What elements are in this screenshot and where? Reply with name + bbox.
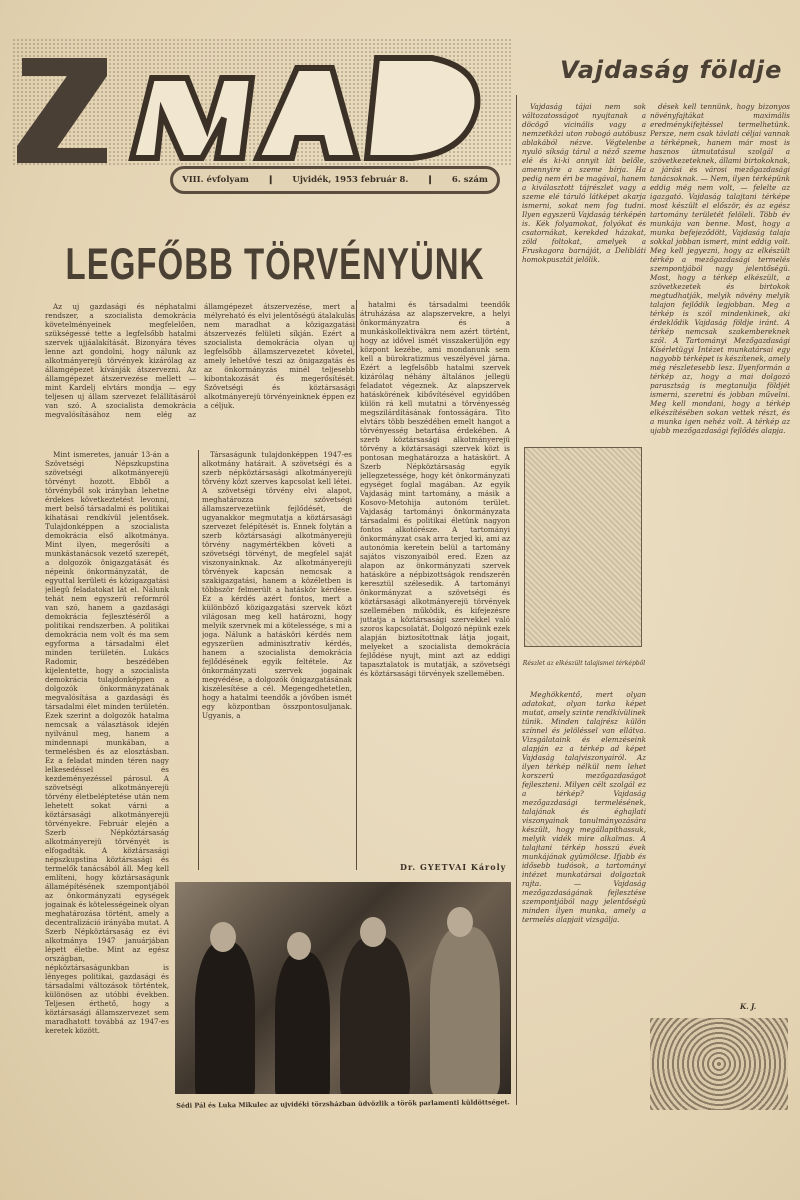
column-rule [516, 95, 517, 1105]
side-column-1 [522, 102, 646, 435]
news-photo [175, 882, 511, 1094]
photo-caption: Sédi Pál és Luka Mikulec az ujvidéki törzsházban üdvözlik a török parlamenti küldöttséget. [176, 1098, 510, 1110]
dateline-separator: ❙ [267, 175, 275, 185]
dateline-separator: ❙ [426, 175, 434, 185]
column-rule [198, 450, 199, 870]
paragraph: Mint ismeretes, január 13-án a Szövetségi Népszkupstina szövetségi alkotmányerejü törvényt hozott. Ebből a törvényből sok irányban lehetne érdekes következtetést levonni, mert belső társadalmi és politikai kihatásai rendkívül jelentősek. Tulajdonképpen a szocialista demokrácia első alkotmánya. Mint ilyen, megerősíti a munkástanácsok vezető szerepét, a dolgozók önigazgatását és népeink önkormányzatát, de egyuttal kerületi és közigazgatási jellegü feladatokat lát el. Nálunk tehát nem egyszerü reformról van szó, hanem a gazdasági demokrácia fejlesztéséről a politikai rendszerben. A politikai demokrácia nem volt és ma sem egyforma a társadalmi élet minden területén. Lukács Radomir, beszédében kijelentette, hogy a szocialista demokrácia tulajdonképpen a dolgozók önkormányzatának megvalósítása a gazdasági és társadalmi élet minden területén. Ezek szerint a dolgozók hatalma nemcsak a választások idején nyilvánul meg, hanem a mindennapi munkában, a termelésben és az elosztásban. Ez a feladat minden téren nagy lelkesedéssel és kezdeményezéssel párosul. A szövetségi alkotmányerejü törvény életbeléptetése után nem lehetett sokat várni a köztársasági alkotmányerejü törvényekre. Február elején a Szerb Népköztársaság alkotmányerejü törvényét is elfogadták. A köztársasági népszkupstina köztársasági és termelők tanácsából áll. Meg kell említeni, hogy köztársaságunk államépítésének szempontjából az önkormányzati egységek jogainak és kötelességeinek olyan meghatározása történt, amely a decentralizáció irányába mutat. A Szerb Népköztársaság ez évi alkotmánya 1947 januárjában lépett életbe. Mint az egész országban, népköztársaságunkban is lényeges politikai, gazdasági és társadalmi változások történtek, különösen az utóbbi években. Teljesen érthető, hogy a köztársasági államszervezet sem maradhatott továbbá az 1947-es keretek között. [45, 450, 169, 1035]
paragraph: dések kell tennünk, hogy bizonyos növényfajtákat maximális eredménykifejtéssel termelhetünk. Persze, nem csak távlati céljai vannak a térképnek, hanem már most is hasznos útmutatásul szolgál a szövetkezeteknek, állami birtokoknak, a járási és városi mezőgazdasági tanácsoknak. — Nem, ilyen térképünk eddig még nem volt, — felelte az igazgató. Vajdaság talajtani térképe most készült el először, és az egész tartomány területét felöleli. Több év munkája van benne. Most, hogy a munka befejeződött, Vajdaság talaja sokkal jobban ismert, mint eddig volt. Meg kell jegyezni, hogy az elkészült térkép a mezőgazdasági termelés szempontjából nagy jelentőségü. Most, hogy a térkép elkészült, a szövetkezetek és birtokok megtudhatják, melyik növény melyik talajon fejlődik legjobban. Meg a térkép is szól mindenkinek, aki érdeklődik Vajdaság földje iránt. A térkép nemcsak szakembereknek szól. A Tartományi Mezőgazdasági Kísérletügyi Intézet munkatársai egy nagyobb térképet is készítenek, amely még részletesebb lesz. Ilyenformán a térkép az, hogy a mai dolgozó parasztság is megtanulja földjét ismerni, szeretni és jobban művelni. Meg kell mondani, hogy a térkép elkészítésében sokan vettek részt, és a munka igen nehéz volt. A térkép az ujabb mezőgazdasági fejlődés alapja. [650, 102, 790, 435]
author-signature: Dr. GYETVAI Károly [400, 862, 507, 872]
paragraph: Meghökkentő, mert olyan adatokat, olyan tarka képet mutat, amely szinte rendkívülinek tünik. Minden talajrész külön színnel és jelöléssel van ellátva. Vizsgálataink és elemzéseink alapján ez a térkép ad képet Vajdaság talajviszonyairól. Az ilyen térkép nélkül nem lehet korszerü mezőgazdaságot fejleszteni. Milyen célt szolgál ez a térkép? Vajdaság mezőgazdasági termelésének, talajának és éghajlati viszonyainak tanulmányozására készült, hogy megállapíthassuk, melyik vidék mire alkalmas. A talajtani térkép hosszú évek munkájának gyümölcse. Ifjabb és idősebb tudósok, a tartományi intézet munkatársai dolgoztak rajta. — Vajdaság mezőgazdaságának fejlesztése szempontjából nagy jelentőségü minden ilyen munka, amely a termelés alapjait vizsgálja. [522, 690, 646, 924]
side-article-title: Vajdaság földje [560, 56, 783, 84]
issue-number: 6. szám [451, 175, 488, 185]
map-caption: Részlet az elkészült talajismei térképből [522, 660, 646, 667]
place-date: Ujvidék, 1953 február 8. [292, 175, 409, 185]
article-column-1 [45, 450, 169, 1161]
soil-map-image [524, 447, 642, 647]
soil-sample-image [650, 1018, 788, 1110]
article-column-3 [360, 300, 510, 849]
article-intro [45, 302, 355, 446]
paragraph: Vajdaság tájai nem sok változatosságot nyujtanak a döcögő vicinális vagy a nemzetközi uton robogó autóbusz ablakából nézve. Végtelenbe nyuló síkság tárul a néző szeme elé és ki-ki annyit lát belőle, amennyire a szeme bírja. Ha pedig nem éri be magával, hanem a kiválasztott tájrészlet vagy a szeme elé táruló látképet akarja ismerni, sokat nem fog tudni. Ilyen egyszerü Vajdaság térképén is. Kék folyamokat, folyókat és csatornákat, kerekded házakat, zöld foltokat, amelyek a Fruskagora barnáját, a Delibláti homokpusztát jelölik. [522, 102, 646, 264]
intro-paragraph: Az uj gazdasági és néphatalmi rendszer, a szocialista demokrácia követelményeinek megfelelően, szükségessé tette a legfelsőbb hatalmi szervek ujjáalakítását. Bizonyára téves lenne azt gondolni, hogy nálunk az alkotmányerejü törvények kizárólag az államgépezet kívánják átszervezni. Az államgépezet átszervezése mellett — mint Kardelj elvtárs mondja — egy teljesen uj állam szervezet felállításáról van szó. A szocialista demokrácia megvalósításához nem elég az államgépezet átszervezése, mert a mélyreható és elvi jelentőségü átalakulás nem maradhat a közigazgatási átszervezés felületi síkján. Ezért a szocialista demokrácia olyan uj legfelsőbb államszervezetet követel, amely lehetővé teszi az önigazgatás és az önkormányzás minél teljesebb kibontakozását és megerősítését. Szövetségi és köztársasági alkotmányerejü törvényeinknek éppen ez a céljuk. [45, 302, 355, 419]
dateline-bar [170, 166, 500, 194]
column-rule [356, 300, 357, 870]
main-headline: LEGFŐBB TÖRVÉNYÜNK [65, 238, 485, 289]
paragraph: Társaságunk tulajdonképpen 1947-es alkotmány határait. A szövetségi és a szerb népköztársasági alkotmányerejü törvény közt szerves kapcsolat kell létei. A szövetségi törvény elvi alapot, meghatározza szövetségi államszervezetünk fejlődését, de ugyanakkor megmutatja a köztársasági szervezet felépítését is. Ennek folytán a szerb köztársasági alkotmányerejü törvény nagymértékben követi a szövetségi törvényt, de megfelel saját viszonyainknak. Az alkotmányerejü törvények kapcsán nemcsak a szakigazgatási, hanem a közéletben is többször felmerült a hatáskör kérdése. Ez a kérdés azért fontos, mert a különböző közigazgatási szervek közt világosan meg kell határozni, hogy melyik szervnek mi a kötelessége, s mi a joga. Nálunk a hatásköri kérdés nem egyszerüen adminisztratív kérdés, hanem a szocialista demokrácia fejlődésének egyik feltétele. Az önkormányzati szervek jogainak megvédése, a dolgozók önigazgatásának kiszélesítése a cél. Megengedhetetlen, hogy a hatalmi teendők a jövőben ismét egy központban összpontosuljanak. Ugyanis, a [202, 450, 352, 720]
volume: VIII. évfolyam [182, 175, 249, 185]
side-column-2 [650, 102, 790, 993]
paragraph: hatalmi és társadalmi teendők átruházása az alapszervekre, a helyi önkormányzatra és a munkáskollektivákra nem azért történt, hogy az idővel ismét visszakerüljön egy központ kezébe, ami mondanunk sem kell a bürokratizmus veszélyével járna. Ezért a legfelsőbb hatalmi szervek kizárólag néhány általános jellegü feladatot végeznek. Az alapszervek hatáskörének kibővítésével egyidőben külön rá kell mutatni a törvényesség megszilárdításának fontosságára. Tito elvtárs több beszédében emelt hangot a törvényesség betartása érdekében. A szerb köztársasági alkotmányerejü törvény a köztársasági szervek közt is pontosan meghatározza a hatáskört. A Szerb Népköztársaság egyik jellegzetessége, hogy két önkormányzati egységet foglal magában. Az egyik Vajdaság mint tartomány, a másik a Kosovo-Metohija autonóm terület. Vajdaság tartományi önkormányzata társadalmi és politikai életünk nagyon fontos alkotórésze. A tartományi önkormányzat csak arra terjed ki, ami az autonómia keretein belül a tartomány sajátos viszonyaiból ered. Ezen az alapon az önkormányzati szervek hatásköre a népbizottságok rendszerén keresztül szélesedik. A tartományi önkormányzat a szövetségi és köztársasági alkotmányerejü törvények szellemében működik, és kifejezésre juttatja a köztársasági szervekkel való szoros kapcsolatát. Dolgozó népünk ezek alapján biztosítottnak látja jogait, melyeket a szocialista demokrácia fejlődése nyujt, mint azt az eddigi tapasztalatok is mutatják, a szövetségi és köztársasági törvények szellemében. [360, 300, 510, 678]
side-column-1-continued [522, 690, 646, 1095]
article-column-2 [202, 450, 352, 873]
side-signature: K. J. [740, 1002, 757, 1011]
masthead-logo [12, 38, 512, 166]
